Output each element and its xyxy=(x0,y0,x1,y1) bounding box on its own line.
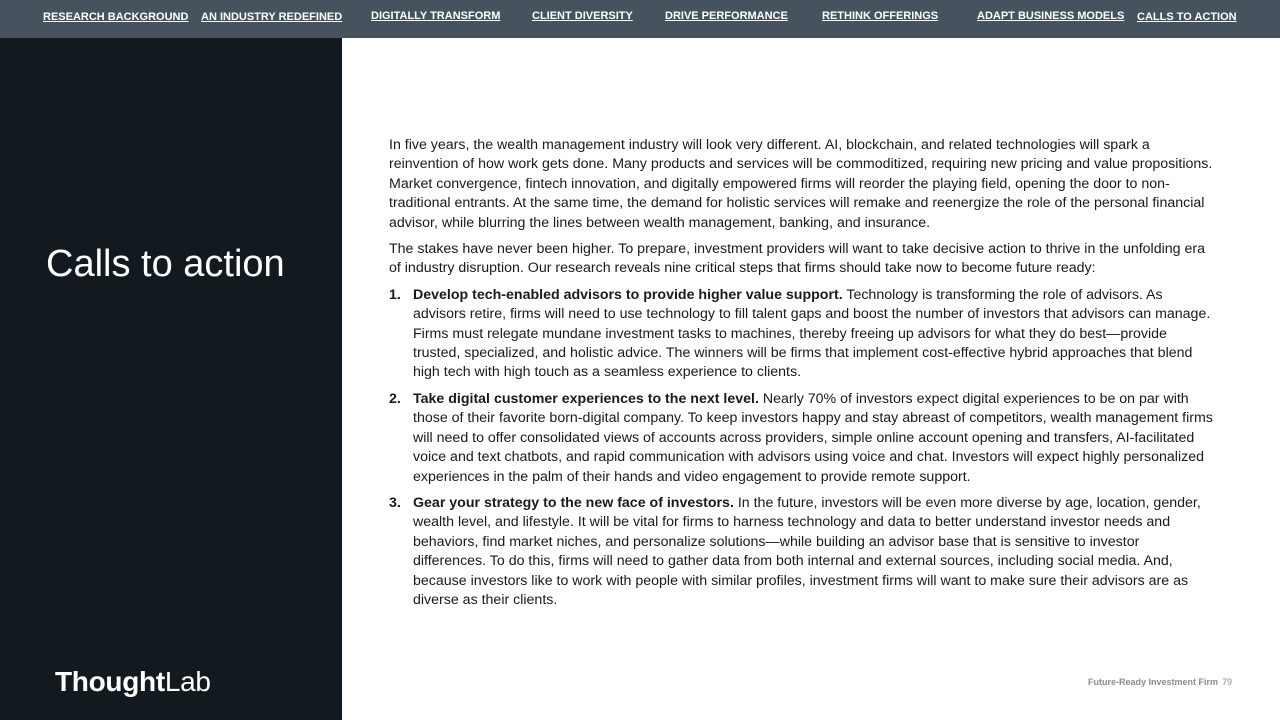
footer-title: Future-Ready Investment Firm xyxy=(1087,677,1218,687)
action-text: In the future, investors will be even more diverse by age, location, gender, wealth level, and lifestyle. It will be vital for firms to harness technology and data to better understand investor needs and behaviors, find market niches, and personalize solutions—while building an advisor base that is sensitive to investor differences. To do this, firms will need to gather data from both internal and external sources, including social media. And, because investors like to work with people with similar profiles, investment firms will want to make sure their advisors are as diverse as their clients. xyxy=(413,494,1201,608)
action-item xyxy=(389,286,1215,383)
main-content xyxy=(389,136,1215,617)
nav-link-calls-to-action[interactable]: CALLS TO ACTION xyxy=(1137,11,1237,23)
page-number: 79 xyxy=(1221,677,1232,687)
logo-light-text: Lab xyxy=(164,666,211,697)
action-number: 2. xyxy=(389,390,401,407)
action-text: Technology is transforming the role of advisors. As advisors retire, firms will need to use technology to fill talent gaps and boost the number of investors that advisors can manage. Firms must relegate mundane investment tasks to machines, thereby freeing up advisors for what they do best—provide trusted, specialized, and holistic advice. The winners will be firms that implement cost-effective hybrid approaches that blend high tech with high touch as a seamless experience to clients. xyxy=(413,286,1211,381)
action-number: 1. xyxy=(389,286,401,303)
action-item xyxy=(389,390,1215,487)
nav-link-drive-performance[interactable]: DRIVE PERFORMANCE xyxy=(665,10,788,22)
action-heading: Take digital customer experiences to the next level. xyxy=(413,390,759,407)
nav-link-research-background[interactable]: RESEARCH BACKGROUND xyxy=(43,11,189,23)
thoughtlab-logo xyxy=(55,666,211,698)
nav-link-adapt-business-models[interactable]: ADAPT BUSINESS MODELS xyxy=(977,10,1125,22)
page-footer xyxy=(1088,677,1232,687)
nav-link-digitally-transform[interactable]: DIGITALLY TRANSFORM xyxy=(371,10,501,22)
nav-link-rethink-offerings[interactable]: RETHINK OFFERINGS xyxy=(822,10,939,22)
action-text: Nearly 70% of investors expect digital experiences to be on par with those of their favorite born-digital company. To keep investors happy and stay abreast of competitors, wealth management firms will need to offer consolidated views of accounts across providers, simple online account opening and transfers, AI-facilitated voice and text chatbots, and rapid communication with advisors using voice and chat. Investors will expect highly personalized experiences in the palm of their hands and video engagement to provide remote support. xyxy=(413,390,1213,485)
action-heading: Develop tech-enabled advisors to provide higher value support. xyxy=(413,286,843,303)
section-title: Calls to action xyxy=(46,243,285,285)
lead-paragraph: The stakes have never been higher. To prepare, investment providers will want to take decisive action to thrive in the unfolding era of industry disruption. Our research reveals nine critical steps that firms should take now to become future ready: xyxy=(389,241,1205,277)
action-item xyxy=(389,494,1215,610)
action-list xyxy=(389,286,1215,611)
nav-link-an-industry-redefined[interactable]: AN INDUSTRY REDEFINED xyxy=(201,11,343,23)
nav-link-client-diversity[interactable]: CLIENT DIVERSITY xyxy=(532,10,633,22)
intro-paragraph: In five years, the wealth management industry will look very different. AI, blockchain, and related technologies will spark a reinvention of how work gets done. Many products and services will be commoditized, requiring new pricing and value propositions. Market convergence, fintech innovation, and digitally empowered firms will reorder the playing field, opening the door to non-traditional entrants. At the same time, the demand for holistic services will remake and reenergize the role of the personal financial advisor, while blurring the lines between wealth management, banking, and insurance. xyxy=(389,137,1213,231)
action-heading: Gear your strategy to the new face of investors. xyxy=(413,494,734,511)
sidebar xyxy=(0,38,342,720)
top-navigation xyxy=(0,0,1280,38)
logo-strong-text: Thought xyxy=(55,666,165,697)
action-number: 3. xyxy=(389,494,401,511)
